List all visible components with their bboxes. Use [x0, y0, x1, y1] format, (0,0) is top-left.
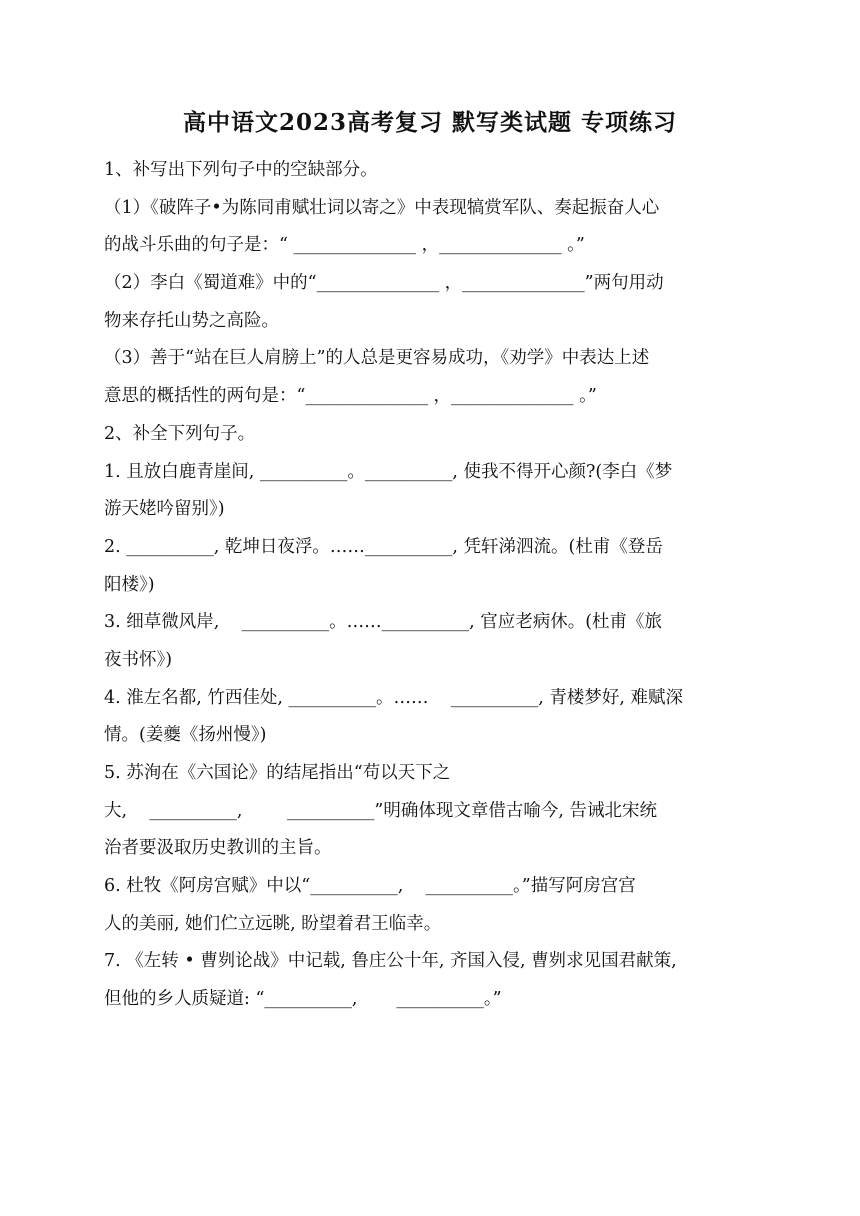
question-2-5-line-2: [104, 793, 756, 831]
question-2-5-line-1: [104, 755, 756, 793]
text-line: 2、补全下列句子。: [104, 423, 256, 444]
question-2-1-line-2: [104, 491, 756, 529]
question-2-4-line-1: [104, 680, 756, 718]
text-line: 3. 细草微风岸, __________。……__________, 官应老病休。(杜甫《旅: [104, 612, 663, 633]
question-2-1-line-1: [104, 454, 756, 492]
text-line: 意思的概括性的两句是：“______________ ，______________ 。”: [104, 386, 597, 407]
text-line: 2. __________, 乾坤日夜浮。……__________, 凭轩涕泗流。(杜甫《登岳: [104, 536, 663, 557]
text-line: 治者要汲取历史教训的主旨。: [104, 838, 332, 859]
question-2-3-line-2: [104, 642, 756, 680]
text-line: 游天姥吟留别》): [104, 499, 225, 520]
question-2-6-line-1: [104, 868, 756, 906]
section-2-heading: [104, 416, 756, 454]
text-line: 情。(姜夔《扬州慢》): [104, 725, 267, 746]
text-line: 1、补写出下列句子中的空缺部分。: [104, 160, 378, 180]
text-line: 的战斗乐曲的句子是：“ ______________ ，______________ 。”: [104, 235, 585, 256]
question-2-4-line-2: [104, 717, 756, 755]
text-line: 阳楼》): [104, 574, 155, 595]
text-line: 物来存托山势之高险。: [104, 310, 279, 331]
question-1-3-line-2: [104, 378, 756, 416]
document-title: 高中语文2023高考复习 默写类试题 专项练习: [182, 109, 678, 136]
question-2-2-line-1: [104, 529, 756, 567]
text-line: 5. 苏洵在《六国论》的结尾指出“苟以天下之: [104, 763, 451, 783]
text-line: 1. 且放白鹿青崖间, __________。__________, 使我不得开心颜?(李白《梦: [104, 461, 673, 482]
question-1-2-line-2: [104, 303, 756, 341]
question-2-7-line-2: [104, 981, 756, 1019]
text-line: 4. 淮左名都, 竹西佳处, __________。…… __________, 青楼梦好, 难赋深: [104, 687, 684, 708]
text-line: 7. 《左转 • 曹刿论战》中记载, 鲁庄公十年, 齐国入侵, 曹刿求见国君献策,: [104, 951, 677, 972]
question-2-6-line-2: [104, 906, 756, 944]
question-1-1-line-2: [104, 227, 756, 265]
text-line: 6. 杜牧《阿房宫赋》中以“__________, __________。”描写阿房宫宫: [104, 876, 636, 897]
question-1-2-line-1: [104, 265, 756, 303]
question-2-5-line-3: [104, 830, 756, 868]
text-line: 人的美丽, 她们伫立远眺, 盼望着君王临幸。: [104, 913, 442, 934]
text-line: （3）善于“站在巨人肩膀上”的人总是更容易成功，《劝学》中表达上述: [104, 348, 650, 369]
question-1-1-line-1: [104, 190, 756, 228]
text-line: 大, __________, __________”明确体现文章借古喻今, 告诫北宋统: [104, 800, 657, 821]
exercise-body: [104, 152, 756, 1019]
question-2-2-line-2: [104, 567, 756, 605]
question-1-3-line-1: [104, 340, 756, 378]
text-line: （2）李白《蜀道难》中的“______________ ，______________”两句用动: [104, 273, 664, 294]
text-line: 夜书怀》): [104, 649, 173, 670]
text-line: （1）《破阵子•为陈同甫赋壮词以寄之》中表现犒赏军队、奏起振奋人心: [104, 197, 660, 218]
text-line: 但他的乡人质疑道: “__________, __________。”: [104, 989, 502, 1010]
question-2-3-line-1: [104, 604, 756, 642]
section-1-heading: [104, 152, 756, 190]
question-2-7-line-1: [104, 943, 756, 981]
